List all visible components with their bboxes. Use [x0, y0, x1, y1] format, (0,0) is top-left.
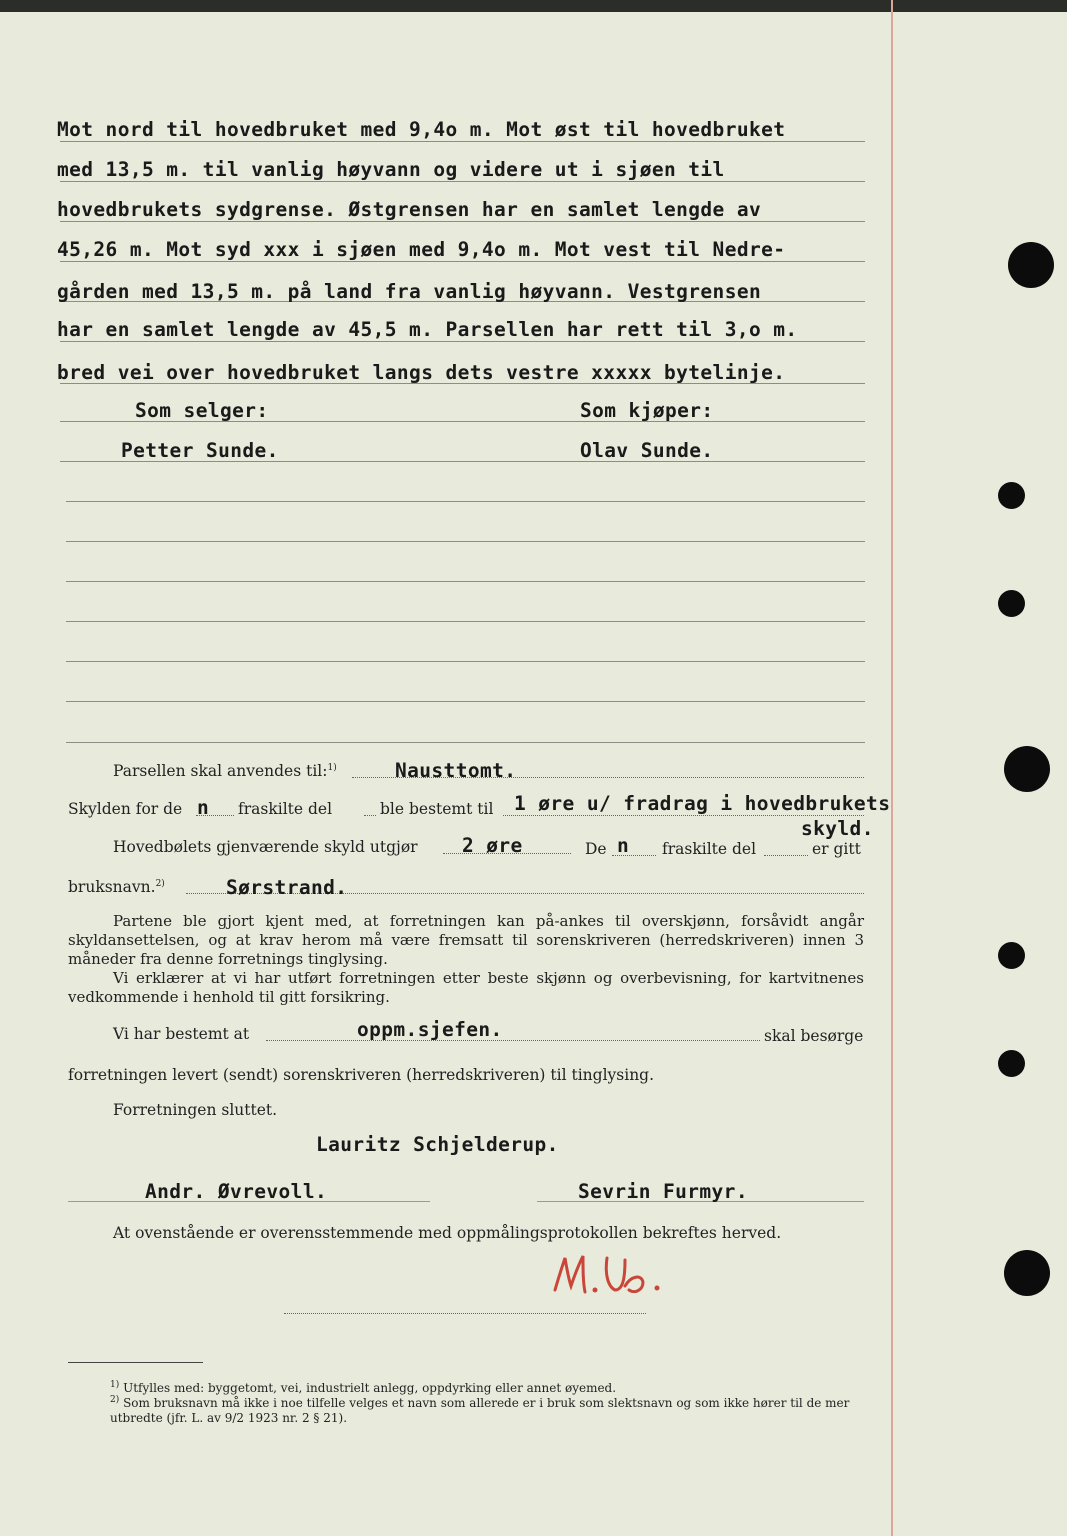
buyer-label: Som kjøper:: [580, 399, 714, 422]
ruled-line: [66, 501, 865, 502]
de-n: n: [617, 834, 630, 857]
punch-hole: [998, 482, 1025, 509]
remaining-label: Hovedbølets gjenværende skyld utgjør: [113, 838, 418, 856]
seller-label: Som selger:: [135, 399, 269, 422]
dotted-line: [364, 815, 376, 816]
punch-hole: [1004, 746, 1050, 792]
skyld-n1: n: [197, 796, 210, 819]
de-label: De: [585, 840, 607, 858]
skyld-mid: fraskilte del: [238, 800, 333, 818]
scan-top-edge: [0, 0, 1067, 12]
punch-hole: [1004, 1250, 1050, 1296]
footnote-2: $^{2)}$ Som bruksnavn må ikke i noe tilfelle velges et navn som allerede er i bruk som slektsnavn og som ikke hører til de mer utbredte (jfr. L. av 9/2 1923 nr. 2 § 21).: [110, 1395, 850, 1425]
seller-name: Petter Sunde.: [121, 439, 279, 462]
footnote-rule: [68, 1362, 203, 1363]
typed-line-4: 45,26 m. Mot syd xxx i sjøen med 9,4o m. Mot vest til Nedre-: [57, 238, 786, 261]
sign-main: Lauritz Schjelderup.: [316, 1133, 559, 1156]
levert-line: forretningen levert (sendt) sorenskriveren (herredskriveren) til tinglysing.: [68, 1066, 655, 1084]
remaining-value: 2 øre: [462, 834, 523, 857]
typed-line-1: Mot nord til hovedbruket med 9,4o m. Mot øst til hovedbruket: [57, 118, 786, 141]
skyld-value-line1: 1 øre u/ fradrag i hovedbrukets: [514, 792, 891, 815]
bestemt-label: Vi har bestemt at: [113, 1025, 250, 1043]
sluttet: Forretningen sluttet.: [113, 1101, 278, 1119]
bruksnavn-value: Sørstrand.: [226, 876, 348, 899]
skal-besorge: skal besørge: [764, 1027, 864, 1045]
punch-hole: [998, 590, 1025, 617]
buyer-name: Olav Sunde.: [580, 439, 714, 462]
punch-hole: [998, 1050, 1025, 1077]
ruled-line: [60, 181, 865, 182]
sign-left: Andr. Øvrevoll.: [145, 1180, 328, 1203]
dotted-line: [266, 1040, 760, 1041]
ruled-line: [60, 341, 865, 342]
use-label: Parsellen skal anvendes til:$^{1)}$: [113, 762, 337, 780]
certify-line: At ovenstående er overensstemmende med oppmålingsprotokollen bekreftes herved.: [113, 1224, 782, 1242]
typed-line-3: hovedbrukets sydgrense. Østgrensen har en samlet lengde av: [57, 198, 762, 221]
svg-text:M.Ub.: M.Ub.: [545, 1246, 549, 1247]
typed-line-7: bred vei over hovedbruket langs dets vestre xxxxx bytelinje.: [57, 361, 786, 384]
typed-line-2: med 13,5 m. til vanlig høyvann og videre ut i sjøen til: [57, 158, 725, 181]
use-value: Nausttomt.: [395, 759, 517, 782]
typed-line-6: har en samlet lengde av 45,5 m. Parsellen har rett til 3,o m.: [57, 318, 798, 341]
skyld-prefix: Skylden for de: [68, 800, 183, 818]
ruled-line: [60, 141, 865, 142]
handwritten-initials: [545, 1246, 685, 1302]
dotted-line: [503, 815, 864, 816]
footnote-1: $^{1)}$ Utfylles med: byggetomt, vei, industrielt anlegg, oppdyrking eller annet øyemed.: [110, 1380, 617, 1395]
dotted-line: [284, 1313, 646, 1314]
paragraph-declaration: Vi erklærer at vi har utført forretningen etter beste skjønn og overbevisning, for kartvitnenes vedkommende i henhold til gitt forsikring.: [68, 969, 864, 1006]
ruled-line: [66, 541, 865, 542]
sign-right: Sevrin Furmyr.: [578, 1180, 748, 1203]
ruled-line: [66, 701, 865, 702]
ruled-line: [66, 581, 865, 582]
ruled-line: [66, 742, 865, 743]
er-gitt: er gitt: [812, 840, 861, 858]
margin-line: [891, 0, 893, 1536]
ruled-line: [60, 261, 865, 262]
typed-line-5: gården med 13,5 m. på land fra vanlig høyvann. Vestgrensen: [57, 280, 762, 303]
ruled-line: [66, 621, 865, 622]
ruled-line: [66, 661, 865, 662]
bestemt-value: oppm.sjefen.: [357, 1018, 503, 1041]
punch-hole: [1008, 242, 1054, 288]
paragraph-appeal: Partene ble gjort kjent med, at forretningen kan på-ankes til overskjønn, forsåvidt angår skyldansettelsen, og at krav herom må være fremsatt til sorenskriveren (herredskriveren) innen 3 måneder fra denne forretnings tinglysing.: [68, 912, 864, 968]
ruled-line: [60, 221, 865, 222]
skyld-mid2: ble bestemt til: [380, 800, 494, 818]
punch-hole: [998, 942, 1025, 969]
fraskilte-label: fraskilte del: [662, 840, 757, 858]
skyld-value-line2: skyld.: [801, 817, 874, 840]
bruksnavn-label: bruksnavn.$^{2)}$: [68, 878, 165, 896]
dotted-line: [764, 855, 808, 856]
